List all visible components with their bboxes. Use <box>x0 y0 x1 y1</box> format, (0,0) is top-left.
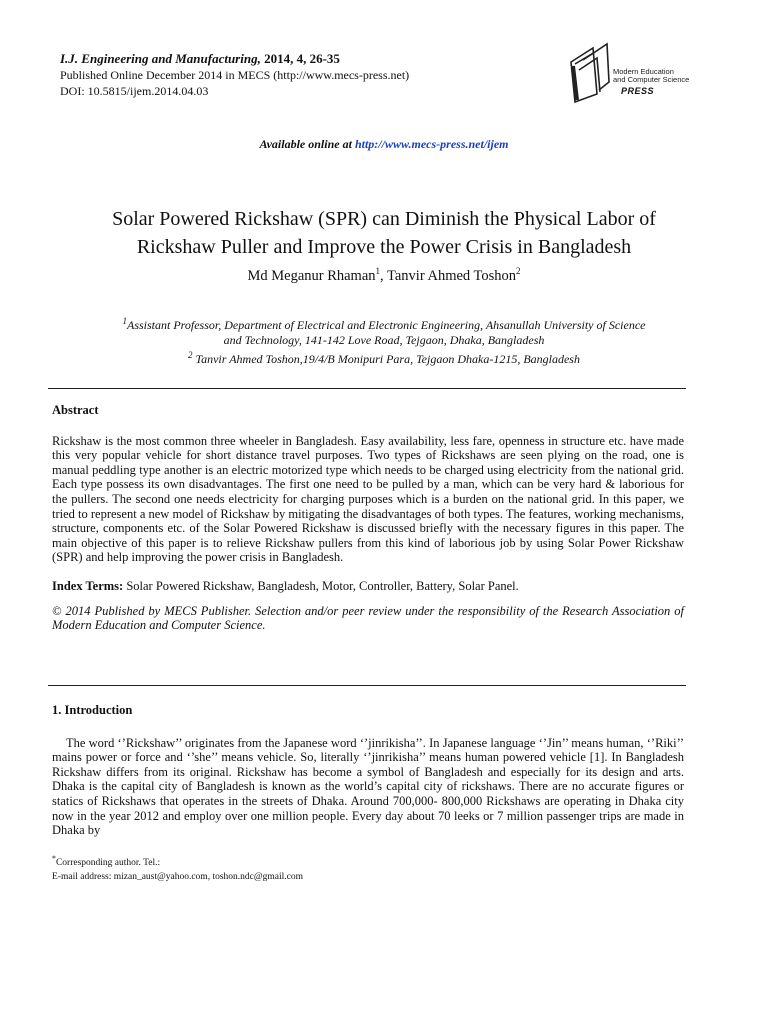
title-line-2: Rickshaw Puller and Improve the Power Crisis in Bangladesh <box>136 236 632 258</box>
divider-top <box>48 388 686 389</box>
footnotes <box>52 852 303 884</box>
affiliations <box>60 314 708 367</box>
index-terms <box>52 579 684 594</box>
availability-label: Available online at <box>259 137 355 151</box>
affiliation-1 <box>60 314 708 333</box>
title-line-1: Solar Powered Rickshaw (SPR) can Diminish the Physical Labor of <box>112 208 656 230</box>
availability-line <box>0 137 768 152</box>
author-2-mark: 2 <box>516 266 521 276</box>
logo-press: PRESS <box>621 86 655 96</box>
author-1-mark: 1 <box>375 266 381 276</box>
journal-url-link[interactable]: http://www.mecs-press.net/ijem <box>354 137 509 151</box>
author-list <box>0 266 768 285</box>
divider-bottom <box>48 685 686 686</box>
footnote-mark: * <box>52 854 56 863</box>
publisher-logo <box>563 42 703 104</box>
corresponding-author <box>52 852 303 870</box>
journal-citation <box>60 50 520 67</box>
introduction-paragraph: The word ‘’Rickshaw’’ originates from the Japanese word ‘’jinrikisha’’. In Japanese language ‘’Jin’’ means human, ‘’Riki’’ mains power or force and ‘’she’’ means vehicle. So, literally ‘’jinrikisha’’ means human powered vehicle [1]. In Bangladesh Rickshaw differs from its original. Rickshaw has become a symbol of Bangladesh and especially for its design and arts. Dhaka is the capital city of Bangladesh is known as the world’s capital city of rickshaws. There are no accurate figures or statics of Rickshaws that operates in the streets of Dhaka. Around 700,000- 800,000 Rickshaws are operating in Dhaka city now in the year 2012 and employ over one million people. Every day about 70 leeks or 7 million passenger trips are made in Dhaka by <box>52 735 684 838</box>
introduction-body <box>52 736 684 838</box>
affiliation-2-mark: 2 <box>188 350 193 360</box>
logo-text <box>613 68 689 84</box>
author-2: Tanvir Ahmed Toshon <box>387 267 517 284</box>
journal-header <box>60 50 520 99</box>
abstract-heading: Abstract <box>52 403 99 417</box>
published-line: Published Online December 2014 in MECS (http://www.mecs-press.net) <box>60 68 410 82</box>
index-terms-label: Index Terms: <box>52 578 124 593</box>
author-separator: , <box>380 267 388 284</box>
corresponding-author-text: Corresponding author. Tel.: <box>55 858 161 869</box>
paper-title <box>60 205 708 261</box>
affiliation-2 <box>60 348 708 367</box>
abstract-section <box>52 403 684 633</box>
author-1: Md Meganur Rhaman <box>247 267 376 284</box>
logo-line-2: and Computer Science <box>613 75 690 84</box>
journal-name: I.J. Engineering and Manufacturing, <box>60 51 261 66</box>
logo-line-1: Modern Education <box>613 67 674 76</box>
index-terms-text: Solar Powered Rickshaw, Bangladesh, Motor, Controller, Battery, Solar Panel. <box>123 578 519 593</box>
journal-volume: 2014, 4, 26-35 <box>260 51 340 66</box>
affiliation-1-mark: 1 <box>122 316 127 326</box>
affiliation-2-text: Tanvir Ahmed Toshon,19/4/B Monipuri Para, Tejgaon Dhaka-1215, Bangladesh <box>192 352 580 366</box>
doi-line: DOI: 10.5815/ijem.2014.04.03 <box>60 84 209 98</box>
abstract-text: Rickshaw is the most common three wheeler in Bangladesh. Easy availability, less fare, openness in structure etc. have made this very popular vehicle for short distance travel purposes. Two types of Rickshaws are seen plying on the road, one is manual peddling type another is an electric motorized type which needs to be charged using electricity from the national grid. Each type possess its own disadvantages. The first one need to be pulled by a man, which can be very hard & laborious for the pullers. The second one needs electricity for charging purposes which is a burden on the national grid. In this paper, we tried to represent a new model of Rickshaw by mitigating the disadvantages of both types. The features, working mechanisms, structure, components etc. of the Solar Powered Rickshaw is discussed briefly with the necessary figures in this paper. The main objective of this paper is to relieve Rickshaw pullers from this kind of laborious job by using Solar Power Rickshaw (SPR) and help improving the power crisis in Bangladesh. <box>52 433 684 565</box>
introduction-heading: 1. Introduction <box>52 703 133 717</box>
affiliation-1-line-2: and Technology, 141-142 Love Road, Tejgaon, Dhaka, Bangladesh <box>223 333 545 347</box>
email-address: E-mail address: mizan_aust@yahoo.com, toshon.ndc@gmail.com <box>52 872 303 883</box>
affiliation-1-line-1: Assistant Professor, Department of Electrical and Electronic Engineering, Ahsanullah University of Science <box>127 318 646 332</box>
copyright-notice: © 2014 Published by MECS Publisher. Selection and/or peer review under the responsibility of the Research Association of Modern Education and Computer Science. <box>52 603 684 633</box>
introduction-section <box>52 703 684 838</box>
